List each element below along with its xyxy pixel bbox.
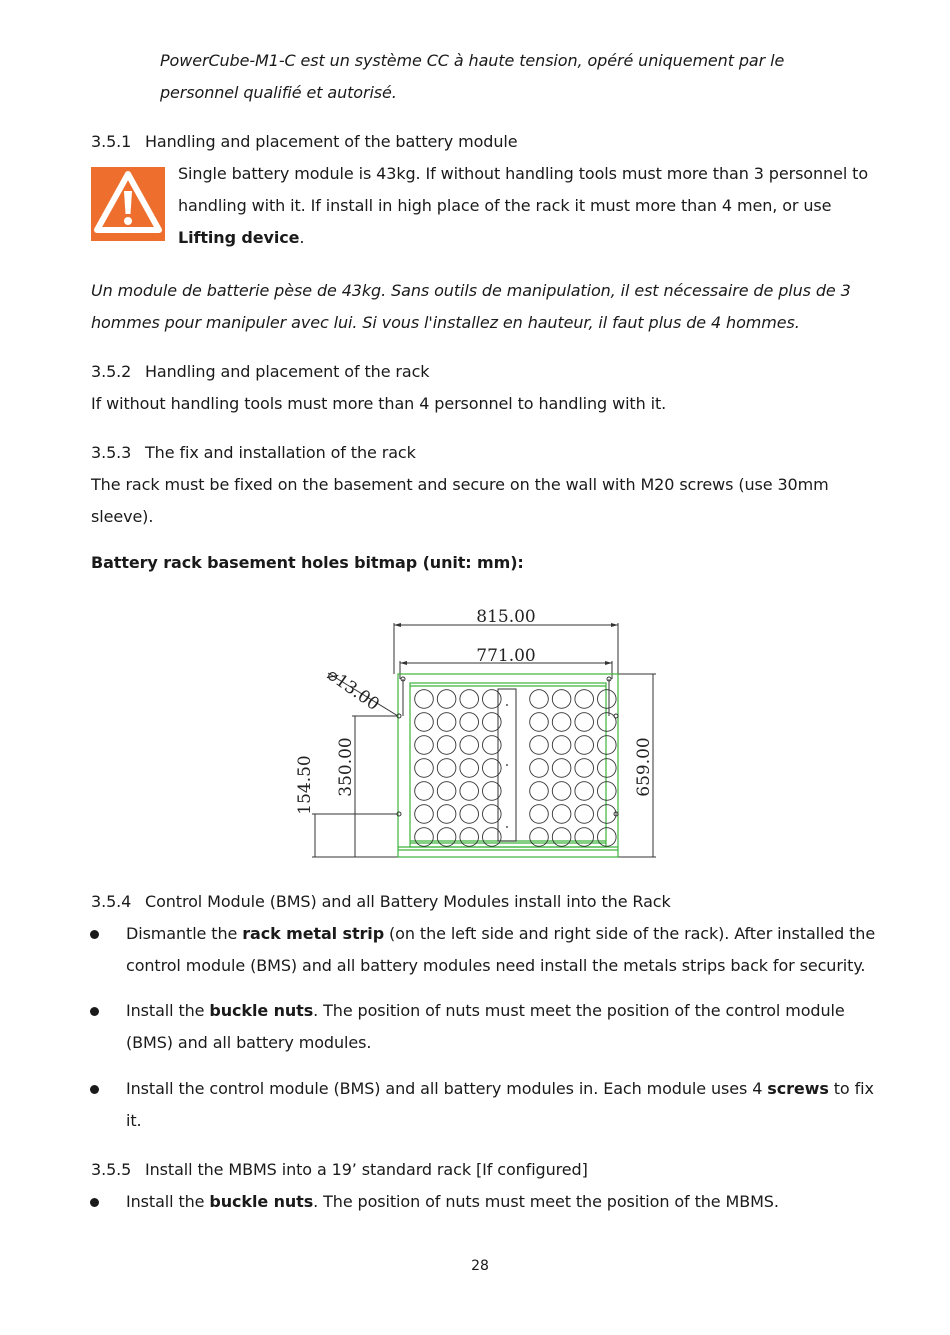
battery-cell: [530, 690, 549, 709]
dim-hole-diameter: ⌀13.00: [323, 664, 383, 715]
battery-cell: [530, 736, 549, 755]
lifting-device-term: Lifting device: [178, 228, 300, 247]
battery-cell: [598, 782, 617, 801]
battery-cell: [530, 713, 549, 732]
section-title: Install the MBMS into a 19’ standard rack [If configured]: [145, 1160, 588, 1179]
battery-cell: [598, 713, 617, 732]
dim-154: 154.50: [295, 755, 315, 815]
battery-cell: [415, 713, 434, 732]
buckle-nuts-term: buckle nuts: [209, 1192, 314, 1211]
text-run: . The position of nuts must meet the position of the control module: [313, 1001, 845, 1020]
battery-cell: [437, 713, 456, 732]
battery-cell: [552, 690, 571, 709]
battery-cell: [598, 690, 617, 709]
s354-bullet1-line1: [126, 918, 875, 950]
battery-cell-grid: [415, 690, 616, 847]
text-run: Install the control module (BMS) and all battery modules in. Each module uses 4: [126, 1079, 768, 1098]
dim-659: 659.00: [634, 737, 654, 797]
battery-cell: [415, 759, 434, 778]
mounting-holes: [397, 677, 618, 816]
bullet-dot: [90, 1007, 99, 1016]
battery-cell: [415, 782, 434, 801]
dim-width-inner: 771.00: [476, 646, 536, 666]
s351-fr-line2: hommes pour manipuler avec lui. Si vous l'installez en hauteur, il faut plus de 4 hommes.: [91, 313, 800, 332]
battery-cell: [530, 805, 549, 824]
battery-cell: [575, 805, 594, 824]
diagram-caption: Battery rack basement holes bitmap (unit: mm):: [91, 553, 524, 572]
s352-body: If without handling tools must more than 4 personnel to handling with it.: [91, 394, 667, 413]
dim-350: 350.00: [336, 737, 356, 797]
s354-bullet3-line2: it.: [126, 1111, 142, 1130]
s351-fr-line1: Un module de batterie pèse de 43kg. Sans outils de manipulation, il est nécessaire de plus de 3: [91, 281, 851, 300]
battery-cell: [460, 713, 479, 732]
text-run: Dismantle the: [126, 924, 243, 943]
s353-line1: The rack must be fixed on the basement and secure on the wall with M20 screws (use 30mm: [91, 475, 829, 494]
section-number: 3.5.2: [91, 362, 132, 381]
battery-cell: [575, 713, 594, 732]
battery-cell: [575, 690, 594, 709]
text-run: to fix: [828, 1079, 874, 1098]
battery-cell: [575, 759, 594, 778]
intro-fr-line2: personnel qualifié et autorisé.: [160, 83, 397, 102]
battery-cell: [598, 759, 617, 778]
battery-cell: [530, 759, 549, 778]
buckle-nuts-term: buckle nuts: [209, 1001, 314, 1020]
warning-triangle-icon: [91, 167, 165, 241]
rack-rails: [403, 679, 609, 716]
battery-cell: [437, 736, 456, 755]
battery-cell: [552, 759, 571, 778]
bullet-dot: [90, 930, 99, 939]
section-heading-3-5-5: [91, 1154, 588, 1186]
battery-cell: [552, 782, 571, 801]
s351-line1: Single battery module is 43kg. If without handling tools must more than 3 personnel to: [178, 164, 869, 183]
center-beam-dots: [506, 704, 508, 828]
battery-cell: [552, 713, 571, 732]
battery-cell: [437, 805, 456, 824]
battery-cell: [575, 736, 594, 755]
s354-bullet1-line2: control module (BMS) and all battery modules need install the metals strips back for security.: [126, 956, 866, 975]
rack-basement-diagram: [290, 595, 670, 865]
battery-cell: [437, 782, 456, 801]
intro-fr-line1: PowerCube-M1-C est un système CC à haute tension, opéré uniquement par le: [160, 51, 785, 70]
section-title: Handling and placement of the rack: [145, 362, 430, 381]
section-number: 3.5.4: [91, 892, 132, 911]
section-heading-3-5-1: [91, 126, 517, 158]
s354-bullet2-line1: [126, 995, 845, 1027]
battery-cell: [415, 690, 434, 709]
rack-frame: [398, 674, 618, 857]
page-number: 28: [471, 1258, 489, 1274]
bullet-dot: [90, 1198, 99, 1207]
section-title: The fix and installation of the rack: [145, 443, 416, 462]
rack-metal-strip-term: rack metal strip: [242, 924, 385, 943]
dim-width-outer: 815.00: [476, 607, 536, 627]
text-run: Install the: [126, 1001, 210, 1020]
text-run: . The position of nuts must meet the position of the MBMS.: [313, 1192, 779, 1211]
battery-cell: [598, 805, 617, 824]
s354-bullet3-line1: [126, 1073, 874, 1105]
battery-cell: [460, 690, 479, 709]
battery-cell: [552, 805, 571, 824]
section-number: 3.5.3: [91, 443, 132, 462]
text-run: (on the left side and right side of the rack). After installed the: [384, 924, 876, 943]
text-run: Install the: [126, 1192, 210, 1211]
section-heading-3-5-2: [91, 356, 429, 388]
bullet-dot: [90, 1085, 99, 1094]
s355-bullet1: [126, 1186, 779, 1218]
section-heading-3-5-4: [91, 886, 671, 918]
battery-cell: [530, 782, 549, 801]
battery-cell: [460, 782, 479, 801]
battery-cell: [598, 736, 617, 755]
s351-line3: [178, 222, 304, 254]
battery-cell: [437, 759, 456, 778]
battery-cell: [552, 736, 571, 755]
battery-cell: [415, 736, 434, 755]
section-title: Handling and placement of the battery module: [145, 132, 518, 151]
battery-cell: [460, 759, 479, 778]
battery-cell: [460, 736, 479, 755]
section-heading-3-5-3: [91, 437, 416, 469]
section-number: 3.5.1: [91, 132, 132, 151]
section-number: 3.5.5: [91, 1160, 132, 1179]
screws-term: screws: [767, 1079, 829, 1098]
battery-cell: [575, 782, 594, 801]
battery-cell: [460, 805, 479, 824]
battery-cell: [437, 690, 456, 709]
s354-bullet2-line2: (BMS) and all battery modules.: [126, 1033, 372, 1052]
battery-cell: [598, 828, 617, 847]
s353-line2: sleeve).: [91, 507, 154, 526]
s351-line2: handling with it. If install in high place of the rack it must more than 4 men, or use: [178, 196, 832, 215]
s351-line3-tail: .: [299, 228, 305, 247]
section-title: Control Module (BMS) and all Battery Modules install into the Rack: [145, 892, 671, 911]
battery-cell: [415, 805, 434, 824]
